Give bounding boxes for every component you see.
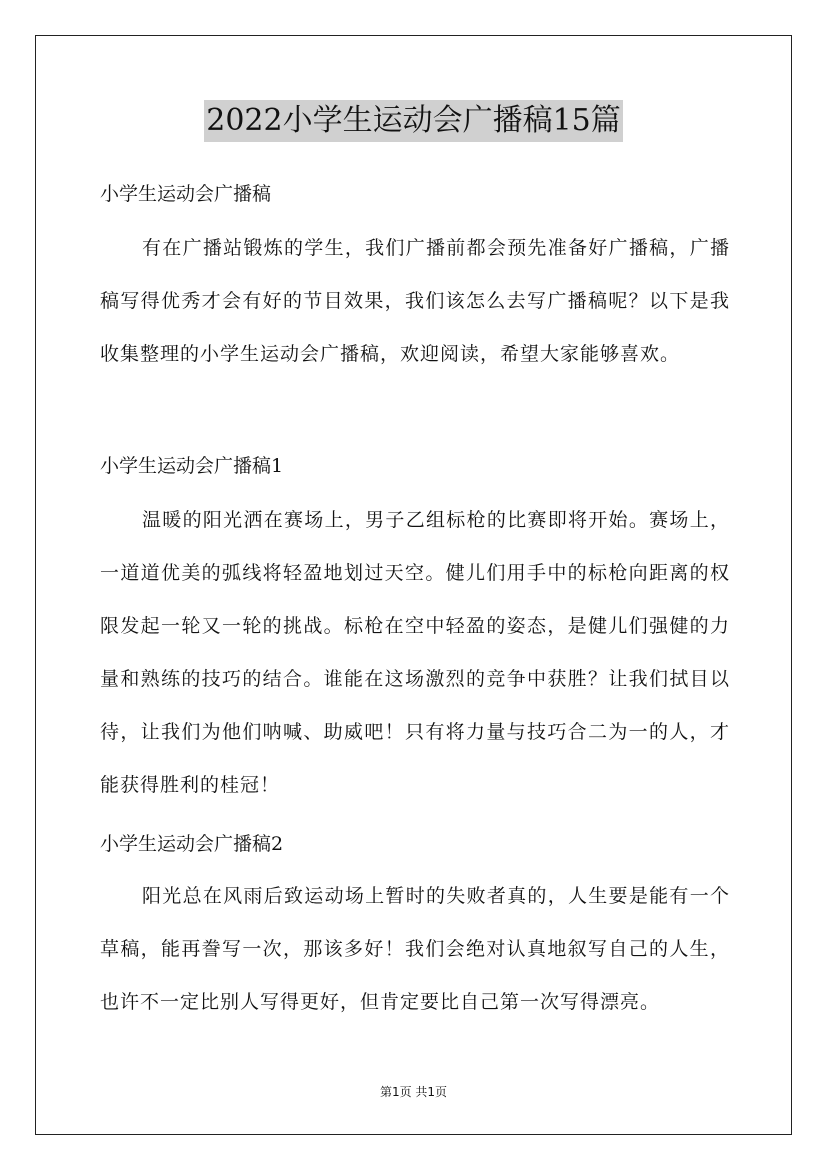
- document-title: 2022小学生运动会广播稿15篇: [204, 100, 623, 142]
- section-paragraph: 有在广播站锻炼的学生，我们广播前都会预先准备好广播稿，广播稿写得优秀才会有好的节目效果，我们该怎么去写广播稿呢？以下是我收集整理的小学生运动会广播稿，欢迎阅读，希望大家能够喜欢。: [100, 237, 730, 365]
- section-heading: 小学生运动会广播稿2: [100, 833, 284, 855]
- section-paragraph: 温暖的阳光洒在赛场上，男子乙组标枪的比赛即将开始。赛场上，一道道优美的弧线将轻盈地划过天空。健儿们用手中的标枪向距离的权限发起一轮又一轮的挑战。标枪在空中轻盈的姿态，是健儿们强健的力量和熟练的技巧的结合。谁能在这场激烈的竞争中获胜？让我们拭目以待，让我们为他们呐喊、助威吧！只有将力量与技巧合二为一的人，才能获得胜利的桂冠！: [100, 509, 730, 796]
- document-title-container: [0, 100, 827, 142]
- section-heading: 小学生运动会广播稿: [100, 183, 272, 205]
- section-heading: 小学生运动会广播稿1: [100, 455, 284, 477]
- page-footer: 第1页 共1页: [379, 1085, 448, 1099]
- section-paragraph: 阳光总在风雨后致运动场上暂时的失败者真的，人生要是能有一个草稿，能再誊写一次，那该多好！我们会绝对认真地叙写自己的人生，也许不一定比别人写得更好，但肯定要比自己第一次写得漂亮。: [100, 885, 730, 1013]
